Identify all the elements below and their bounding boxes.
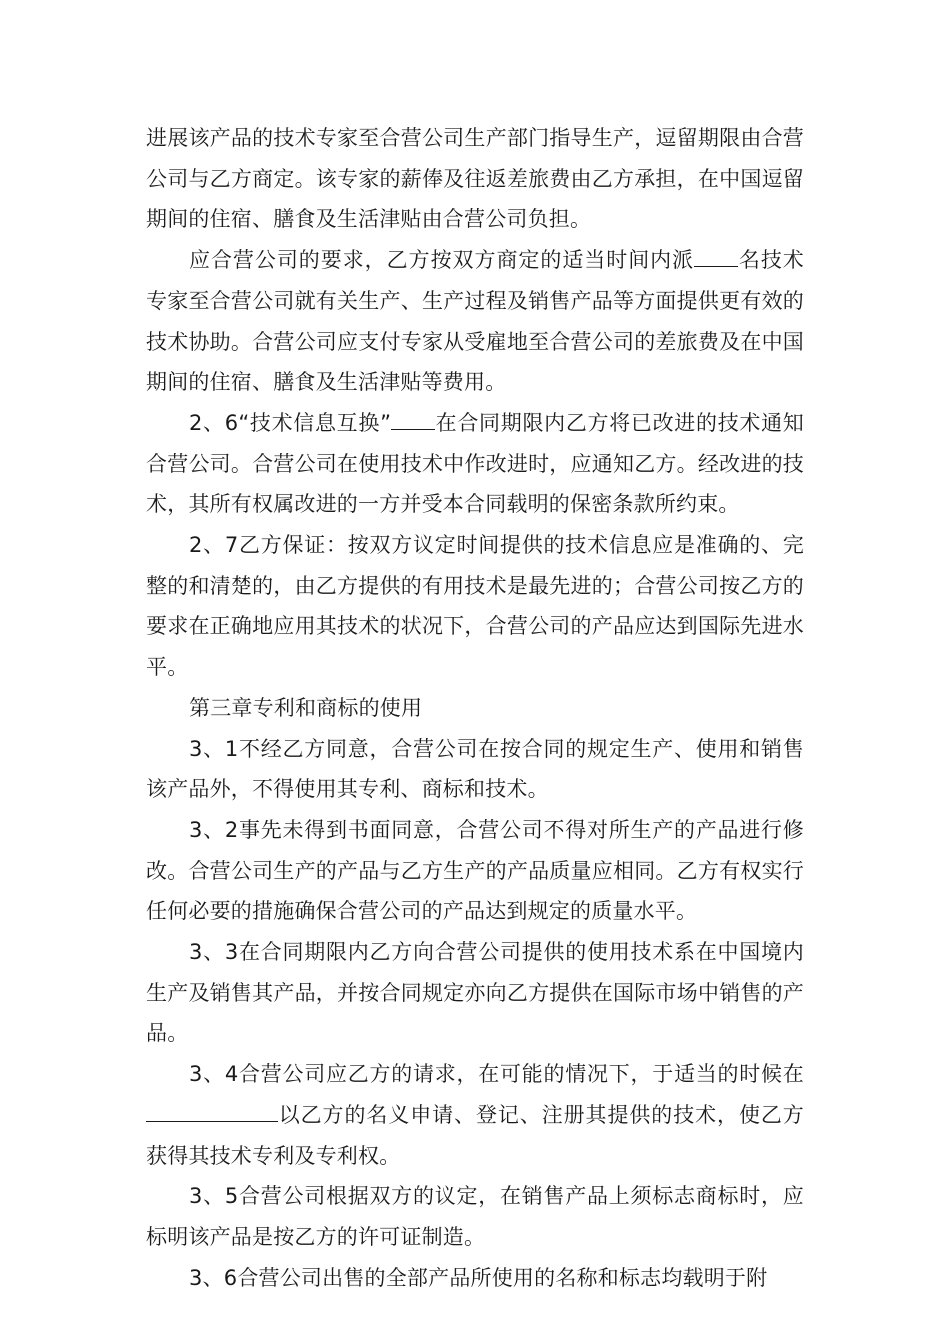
document-page	[146, 118, 804, 1298]
clause-2-7	[146, 525, 804, 688]
paragraph-text: 2、7乙方保证：按双方议定时间提供的技术信息应是准确的、完整的和清楚的，由乙方提供的有用技术是最先进的；合营公司按乙方的要求在正确地应用其技术的状况下，合营公司的产品应达到国际先进水平。	[146, 533, 804, 680]
clause-3-6	[146, 1258, 804, 1299]
chapter-heading	[146, 688, 804, 729]
paragraph-text: 2、6“技术信息互换”	[189, 410, 392, 435]
paragraph-text: 3、6合营公司出售的全部产品所使用的名称和标志均载明于附	[189, 1265, 768, 1290]
paragraph-text: 3、3在合同期限内乙方向合营公司提供的使用技术系在中国境内生产及销售其产品，并按合同规定亦向乙方提供在国际市场中销售的产品。	[146, 940, 804, 1046]
paragraph-text: 名技术专家至合营公司就有关生产、生产过程及销售产品等方面提供更有效的技术协助。合营公司应支付专家从受雇地至合营公司的差旅费及在中国期间的住宿、膳食及生活津贴等费用。	[146, 248, 804, 395]
fill-in-blank	[391, 407, 435, 430]
clause-3-4	[146, 1054, 804, 1176]
paragraph-text: 在合同期限内乙方将已改进的技术通知合营公司。合营公司在使用技术中作改进时，应通知乙方。经改进的技术，其所有权属改进的一方并受本合同载明的保密条款所约束。	[146, 410, 804, 517]
fill-in-blank	[694, 244, 738, 267]
paragraph-text: 以乙方的名义申请、登记、注册其提供的技术，使乙方获得其技术专利及专利权。	[146, 1102, 804, 1168]
clause-3-1	[146, 729, 804, 810]
clause-3-5	[146, 1176, 804, 1257]
paragraph-text: 3、5合营公司根据双方的议定，在销售产品上须标志商标时，应标明该产品是按乙方的许可证制造。	[146, 1184, 804, 1249]
clause-2-6	[146, 403, 804, 525]
clause-3-3	[146, 932, 804, 1054]
paragraph-technical-assistance	[146, 240, 804, 403]
chapter-title: 第三章专利和商标的使用	[189, 695, 423, 720]
paragraph-text: 进展该产品的技术专家至合营公司生产部门指导生产，逗留期限由合营公司与乙方商定。该专家的薪俸及往返差旅费由乙方承担，在中国逗留期间的住宿、膳食及生活津贴由合营公司负担。	[146, 126, 804, 232]
clause-3-2	[146, 810, 804, 932]
paragraph-expert-stay	[146, 118, 804, 240]
paragraph-text: 3、4合营公司应乙方的请求，在可能的情况下，于适当的时候在	[189, 1062, 804, 1087]
fill-in-blank	[146, 1099, 278, 1122]
paragraph-text: 应合营公司的要求，乙方按双方商定的适当时间内派	[189, 248, 695, 273]
paragraph-text: 3、1不经乙方同意，合营公司在按合同的规定生产、使用和销售该产品外，不得使用其专利、商标和技术。	[146, 736, 804, 802]
paragraph-text: 3、2事先未得到书面同意，合营公司不得对所生产的产品进行修改。合营公司生产的产品与乙方生产的产品质量应相同。乙方有权实行任何必要的措施确保合营公司的产品达到规定的质量水平。	[146, 817, 804, 924]
